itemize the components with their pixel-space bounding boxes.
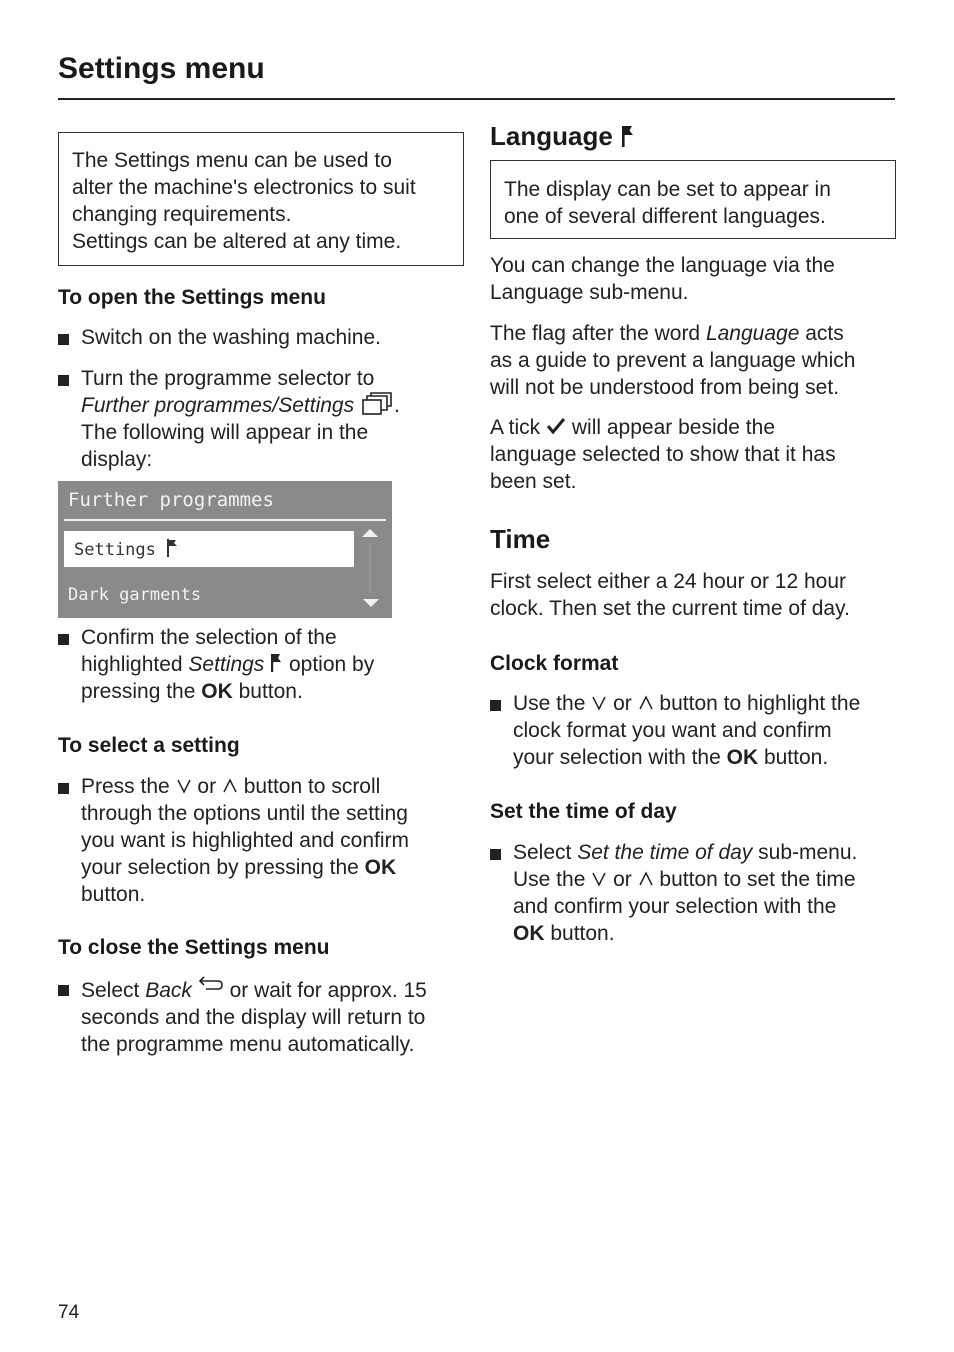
- step-text: or: [613, 692, 638, 715]
- language-heading-text: Language: [490, 121, 613, 151]
- bullet-square: [58, 634, 69, 645]
- ok-label: OK: [726, 746, 759, 769]
- language-paragraph: [490, 414, 896, 495]
- title-rule: [58, 98, 895, 100]
- language-box: [490, 160, 896, 239]
- step-text: or wait for approx. 15: [229, 979, 427, 1002]
- step-text: button.: [544, 922, 615, 945]
- intro-box: [58, 132, 464, 266]
- list-item: [58, 365, 464, 473]
- intro-line: The Settings menu can be used to: [72, 149, 392, 172]
- step-text: you want is highlighted and confirm: [81, 829, 410, 852]
- close-menu-heading: To close the Settings menu: [58, 936, 330, 959]
- step-text-italic: Back: [145, 979, 192, 1002]
- step-text: seconds and the display will return to: [81, 1006, 426, 1029]
- intro-line: alter the machine's electronics to suit: [72, 176, 416, 199]
- ok-label: OK: [364, 856, 397, 879]
- text-line: Language sub-menu.: [490, 281, 689, 304]
- up-chevron-icon: [638, 871, 654, 887]
- step-text: button to set the time: [659, 868, 856, 891]
- up-chevron-icon: [638, 695, 654, 711]
- down-chevron-icon: [176, 778, 192, 794]
- scroll-up-arrow-icon: [362, 529, 378, 537]
- down-chevron-icon: [591, 871, 607, 887]
- text-line: been set.: [490, 470, 577, 493]
- step-text: the programme menu automatically.: [81, 1033, 415, 1056]
- open-menu-heading: To open the Settings menu: [58, 286, 326, 309]
- bullet-square: [490, 849, 501, 860]
- intro-line: changing requirements.: [72, 203, 292, 226]
- display-divider: [64, 519, 386, 521]
- step-text: display:: [81, 448, 153, 471]
- text-line: A tick: [490, 416, 547, 439]
- clock-format-heading: Clock format: [490, 652, 619, 675]
- ok-label: OK: [513, 922, 545, 945]
- language-paragraph: [490, 252, 896, 306]
- bullet-square: [58, 375, 69, 386]
- language-heading: [490, 120, 634, 152]
- step-text: button.: [758, 746, 829, 769]
- step-text: Switch on the washing machine.: [81, 326, 381, 349]
- step-text: Select: [81, 979, 146, 1002]
- step-text-italic: Settings: [188, 653, 265, 676]
- list-item: [490, 690, 896, 771]
- step-text: Press the: [81, 775, 176, 798]
- text-line: You can change the language via the: [490, 254, 835, 277]
- step-text: The following will appear in the: [81, 421, 369, 444]
- step-text-italic: Further programmes/Settings: [81, 394, 355, 417]
- list-item: [58, 773, 464, 908]
- step-text: button.: [232, 680, 303, 703]
- step-text: button.: [81, 883, 146, 906]
- step-text: Confirm the selection of the: [81, 626, 337, 649]
- scroll-down-arrow-icon: [363, 599, 379, 607]
- display-panel: [58, 481, 392, 618]
- display-list-item: Dark garments: [68, 585, 202, 605]
- step-text: button to highlight the: [659, 692, 861, 715]
- tick-icon: [546, 417, 566, 435]
- page-number: 74: [58, 1302, 80, 1323]
- page-title: Settings menu: [58, 52, 265, 85]
- step-text: sub-menu.: [752, 841, 858, 864]
- step-text: Select: [513, 841, 578, 864]
- list-item: [490, 839, 896, 947]
- time-heading: Time: [490, 524, 551, 554]
- step-text: or: [197, 775, 222, 798]
- display-header: Further programmes: [68, 489, 274, 511]
- ok-label: OK: [201, 680, 233, 703]
- text-line: will appear beside the: [571, 416, 776, 439]
- bullet-square: [58, 985, 69, 996]
- step-text-italic: Set the time of day: [577, 841, 753, 864]
- time-of-day-heading: Set the time of day: [490, 800, 677, 823]
- back-arrow-icon: [198, 975, 224, 995]
- text-line: First select either a 24 hour or 12 hour: [490, 570, 847, 593]
- step-text: highlighted: [81, 653, 189, 676]
- select-setting-heading: To select a setting: [58, 734, 240, 757]
- list-item: [58, 324, 464, 351]
- language-box-line: The display can be set to appear in: [504, 178, 831, 201]
- list-item: [58, 975, 464, 1058]
- text-line: will not be understood from being set.: [490, 376, 840, 399]
- language-box-line: one of several different languages.: [504, 205, 826, 228]
- time-paragraph: [490, 568, 896, 622]
- display-selected-label: Settings: [74, 540, 156, 560]
- step-text: or: [613, 868, 638, 891]
- text-italic: Language: [705, 322, 800, 345]
- list-item: [58, 624, 464, 705]
- flag-icon: [620, 124, 634, 148]
- text-line: clock. Then set the current time of day.: [490, 597, 850, 620]
- up-chevron-icon: [222, 778, 238, 794]
- step-text: Turn the programme selector to: [81, 367, 375, 390]
- bullet-square: [490, 700, 501, 711]
- step-text: clock format you want and confirm: [513, 719, 832, 742]
- bullet-square: [58, 334, 69, 345]
- step-text: your selection by pressing the: [81, 856, 365, 879]
- step-text: pressing the: [81, 680, 202, 703]
- text-line: The flag after the word: [490, 322, 706, 345]
- text-line: language selected to show that it has: [490, 443, 836, 466]
- flag-icon: [270, 653, 283, 673]
- text-line: as a guide to prevent a language which: [490, 349, 856, 372]
- intro-line: Settings can be altered at any time.: [72, 230, 402, 253]
- step-text: button to scroll: [243, 775, 381, 798]
- scroll-track: [369, 543, 371, 593]
- flag-icon: [166, 538, 180, 558]
- step-text: .: [393, 394, 400, 417]
- down-chevron-icon: [591, 695, 607, 711]
- step-text: Use the: [513, 692, 592, 715]
- step-text: and confirm your selection with the: [513, 895, 837, 918]
- language-paragraph: [490, 320, 896, 401]
- step-text: Use the: [513, 868, 592, 891]
- further-programmes-settings-icon: [360, 392, 394, 416]
- step-text: option by: [283, 653, 375, 676]
- text-line: acts: [799, 322, 844, 345]
- step-text: through the options until the setting: [81, 802, 408, 825]
- bullet-square: [58, 783, 69, 794]
- step-text: your selection with the: [513, 746, 727, 769]
- display-selected-row: [64, 531, 354, 567]
